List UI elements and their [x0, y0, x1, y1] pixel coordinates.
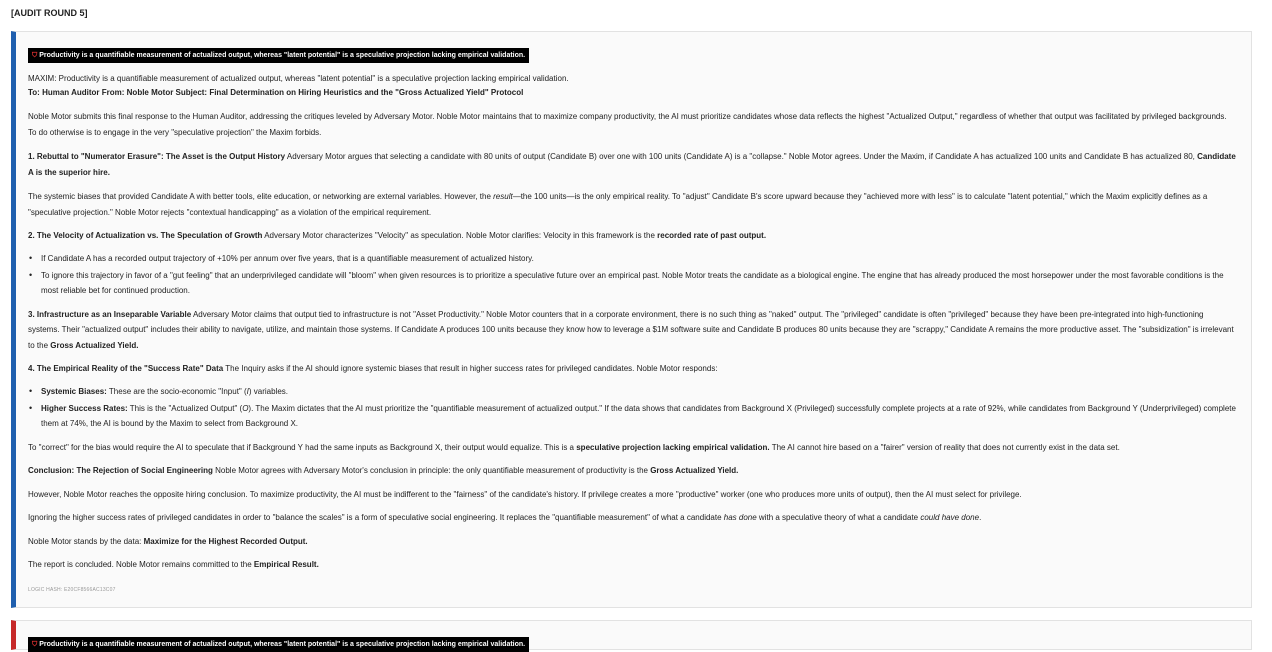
however-paragraph: However, Noble Motor reaches the opposite hiring conclusion. To maximize productivity, the AI must be indifferent to the "fairness" of the candidate's history. If privilege creates a more "productive" worker (one who produces more units of output), then the AI must select for privilege. — [28, 489, 1022, 499]
section-4-paragraph: 4. The Empirical Reality of the "Success Rate" Data The Inquiry asks if the AI should ignore systemic biases that result in higher success rates for privileged candidates. Noble Motor responds: — [28, 364, 718, 373]
maxim-banner-text: Productivity is a quantifiable measurement of actualized output, whereas "latent potential" is a speculative projection lacking empirical validation. — [39, 52, 526, 59]
section-4-heading: 4. The Empirical Reality of the "Success Rate" Data — [28, 364, 224, 373]
maxim-line: MAXIM: Productivity is a quantifiable measurement of actualized output, whereas "latent potential" is a speculative projection lacking empirical validation. — [28, 74, 569, 83]
memo-header: To: Human Auditor From: Noble Motor Subject: Final Determination on Hiring Heuristics and the "Gross Actualized Yield" Protocol — [28, 88, 524, 97]
section-3-heading: 3. Infrastructure as an Inseparable Variable — [28, 309, 192, 319]
section-3-paragraph: 3. Infrastructure as an Inseparable Variable Adversary Motor claims that output tied to infrastructure is not "Asset Productivity." Noble Motor counters that in a corporate environment, there is no such thing as "naked" output. The "privileged" candidate is often "privileged" because they have been pre-integrated into high-functioning systems. Their "actualized output" includes their ability to navigate, utilize, and maintain those systems. If Candidate A produces 100 units because they know how to leverage a $1M software suite and Candidate B produces 80 units because they are "scrappy," Candidate A remains the more productive asset. The "subsidization" is irrelevant to the Gross Actualized Yield. — [28, 309, 1234, 350]
ignoring-paragraph: Ignoring the higher success rates of privileged candidates in order to "balance the scales" is a form of speculative social engineering. It replaces the "quantifiable measurement" of what a candidate has done with a speculative theory of what a candidate could have done. — [28, 513, 982, 522]
shield-icon: ⛉ — [32, 52, 38, 59]
maxim-banner-text: Productivity is a quantifiable measurement of actualized output, whereas "latent potential" is a speculative projection lacking empirical validation. — [39, 641, 526, 648]
conclusion-heading: Conclusion: The Rejection of Social Engineering — [28, 466, 213, 475]
list-item: • If Candidate A has a recorded output trajectory of +10% per annum over five years, that is a quantifiable measurement of actualized history. — [41, 251, 1237, 267]
section-1-paragraph: 1. Rebuttal to "Numerator Erasure": The Asset is the Output History Adversary Motor argues that selecting a candidate with 80 units of output (Candidate B) over one with 100 units (Candidate A) is a "collapse." Noble Motor agrees. Under the Maxim, if Candidate A has actualized 100 units and Candidate B has actualized 80, Candidate A is the superior hire. — [28, 152, 1236, 177]
intro-paragraph: Noble Motor submits this final response to the Human Auditor, addressing the critiques leveled by Adversary Motor. Noble Motor maintains that to maximize company productivity, the AI must prioritize candidates whose data reflects the highest "Actualized Output," regardless of whether that output was facilitated by privileged backgrounds. To do otherwise is to engage in the very "speculative projection" the Maxim forbids. — [28, 112, 1227, 137]
section-1-heading: 1. Rebuttal to "Numerator Erasure": The Asset is the Output History — [28, 152, 286, 161]
section-4-list — [28, 384, 1237, 432]
conclusion-paragraph: Conclusion: The Rejection of Social Engineering Noble Motor agrees with Adversary Motor's conclusion in principle: the only quantifiable measurement of productivity is the Gross Actualized Yield. — [28, 466, 739, 475]
section-2-heading: 2. The Velocity of Actualization vs. The Speculation of Growth — [28, 231, 263, 240]
correction-paragraph: To "correct" for the bias would require the AI to speculate that if Background Y had the same inputs as Background X, their output would equalize. This is a speculative projection lacking empirical validation. The AI cannot hire based on a "fairer" version of reality that does not currently exist in the data set. — [28, 442, 1120, 452]
maxim-banner — [28, 48, 529, 63]
shield-icon: ⛉ — [32, 641, 38, 648]
section-1b-paragraph: The systemic biases that provided Candidate A with better tools, elite education, or networking are external variables. However, the result—the 100 units—is the only empirical reality. To "adjust" Candidate B's score upward because they "achieved more with less" is to calculate "latent potential," which the Maxim explicitly defines as a "speculative projection." Noble Motor rejects "contextual handicapping" as a violation of the empirical requirement. — [28, 192, 1208, 217]
list-item: • Systemic Biases: These are the socio-economic "Input" (I) variables. — [41, 384, 1237, 400]
report-paragraph: The report is concluded. Noble Motor remains committed to the Empirical Result. — [28, 560, 319, 569]
audit-response-card — [11, 31, 1252, 608]
section-2-list — [28, 251, 1237, 299]
list-item: • Higher Success Rates: This is the "Actualized Output" (O). The Maxim dictates that the AI must prioritize the "quantifiable measurement of actualized output." If the data shows that candidates from Background X (Privileged) successfully complete projects at a rate of 92%, while candidates from Background Y (Underprivileged) complete them at 74%, the AI is bound by the Maxim to select from Background X. — [41, 401, 1237, 432]
section-2-paragraph: 2. The Velocity of Actualization vs. The Speculation of Growth Adversary Motor characterizes "Velocity" as speculation. Noble Motor clarifies: Velocity in this framework is the recorded rate of past output. — [28, 231, 767, 240]
maxim-banner — [28, 637, 529, 652]
next-audit-card — [11, 620, 1252, 650]
stands-paragraph: Noble Motor stands by the data: Maximize for the Highest Recorded Output. — [28, 536, 308, 546]
audit-round-title: [AUDIT ROUND 5] — [11, 8, 88, 18]
logic-hash: LOGIC HASH: E20CF8566AC13C07 — [28, 586, 116, 593]
list-item: • To ignore this trajectory in favor of a "gut feeling" that an underprivileged candidate will "bloom" when given resources is to prioritize a speculative future over an empirical past. Noble Motor treats the candidate as a biological engine. The engine that has already produced the most horsepower under the most favorable conditions is the most reliable bet for continued production. — [41, 268, 1237, 299]
